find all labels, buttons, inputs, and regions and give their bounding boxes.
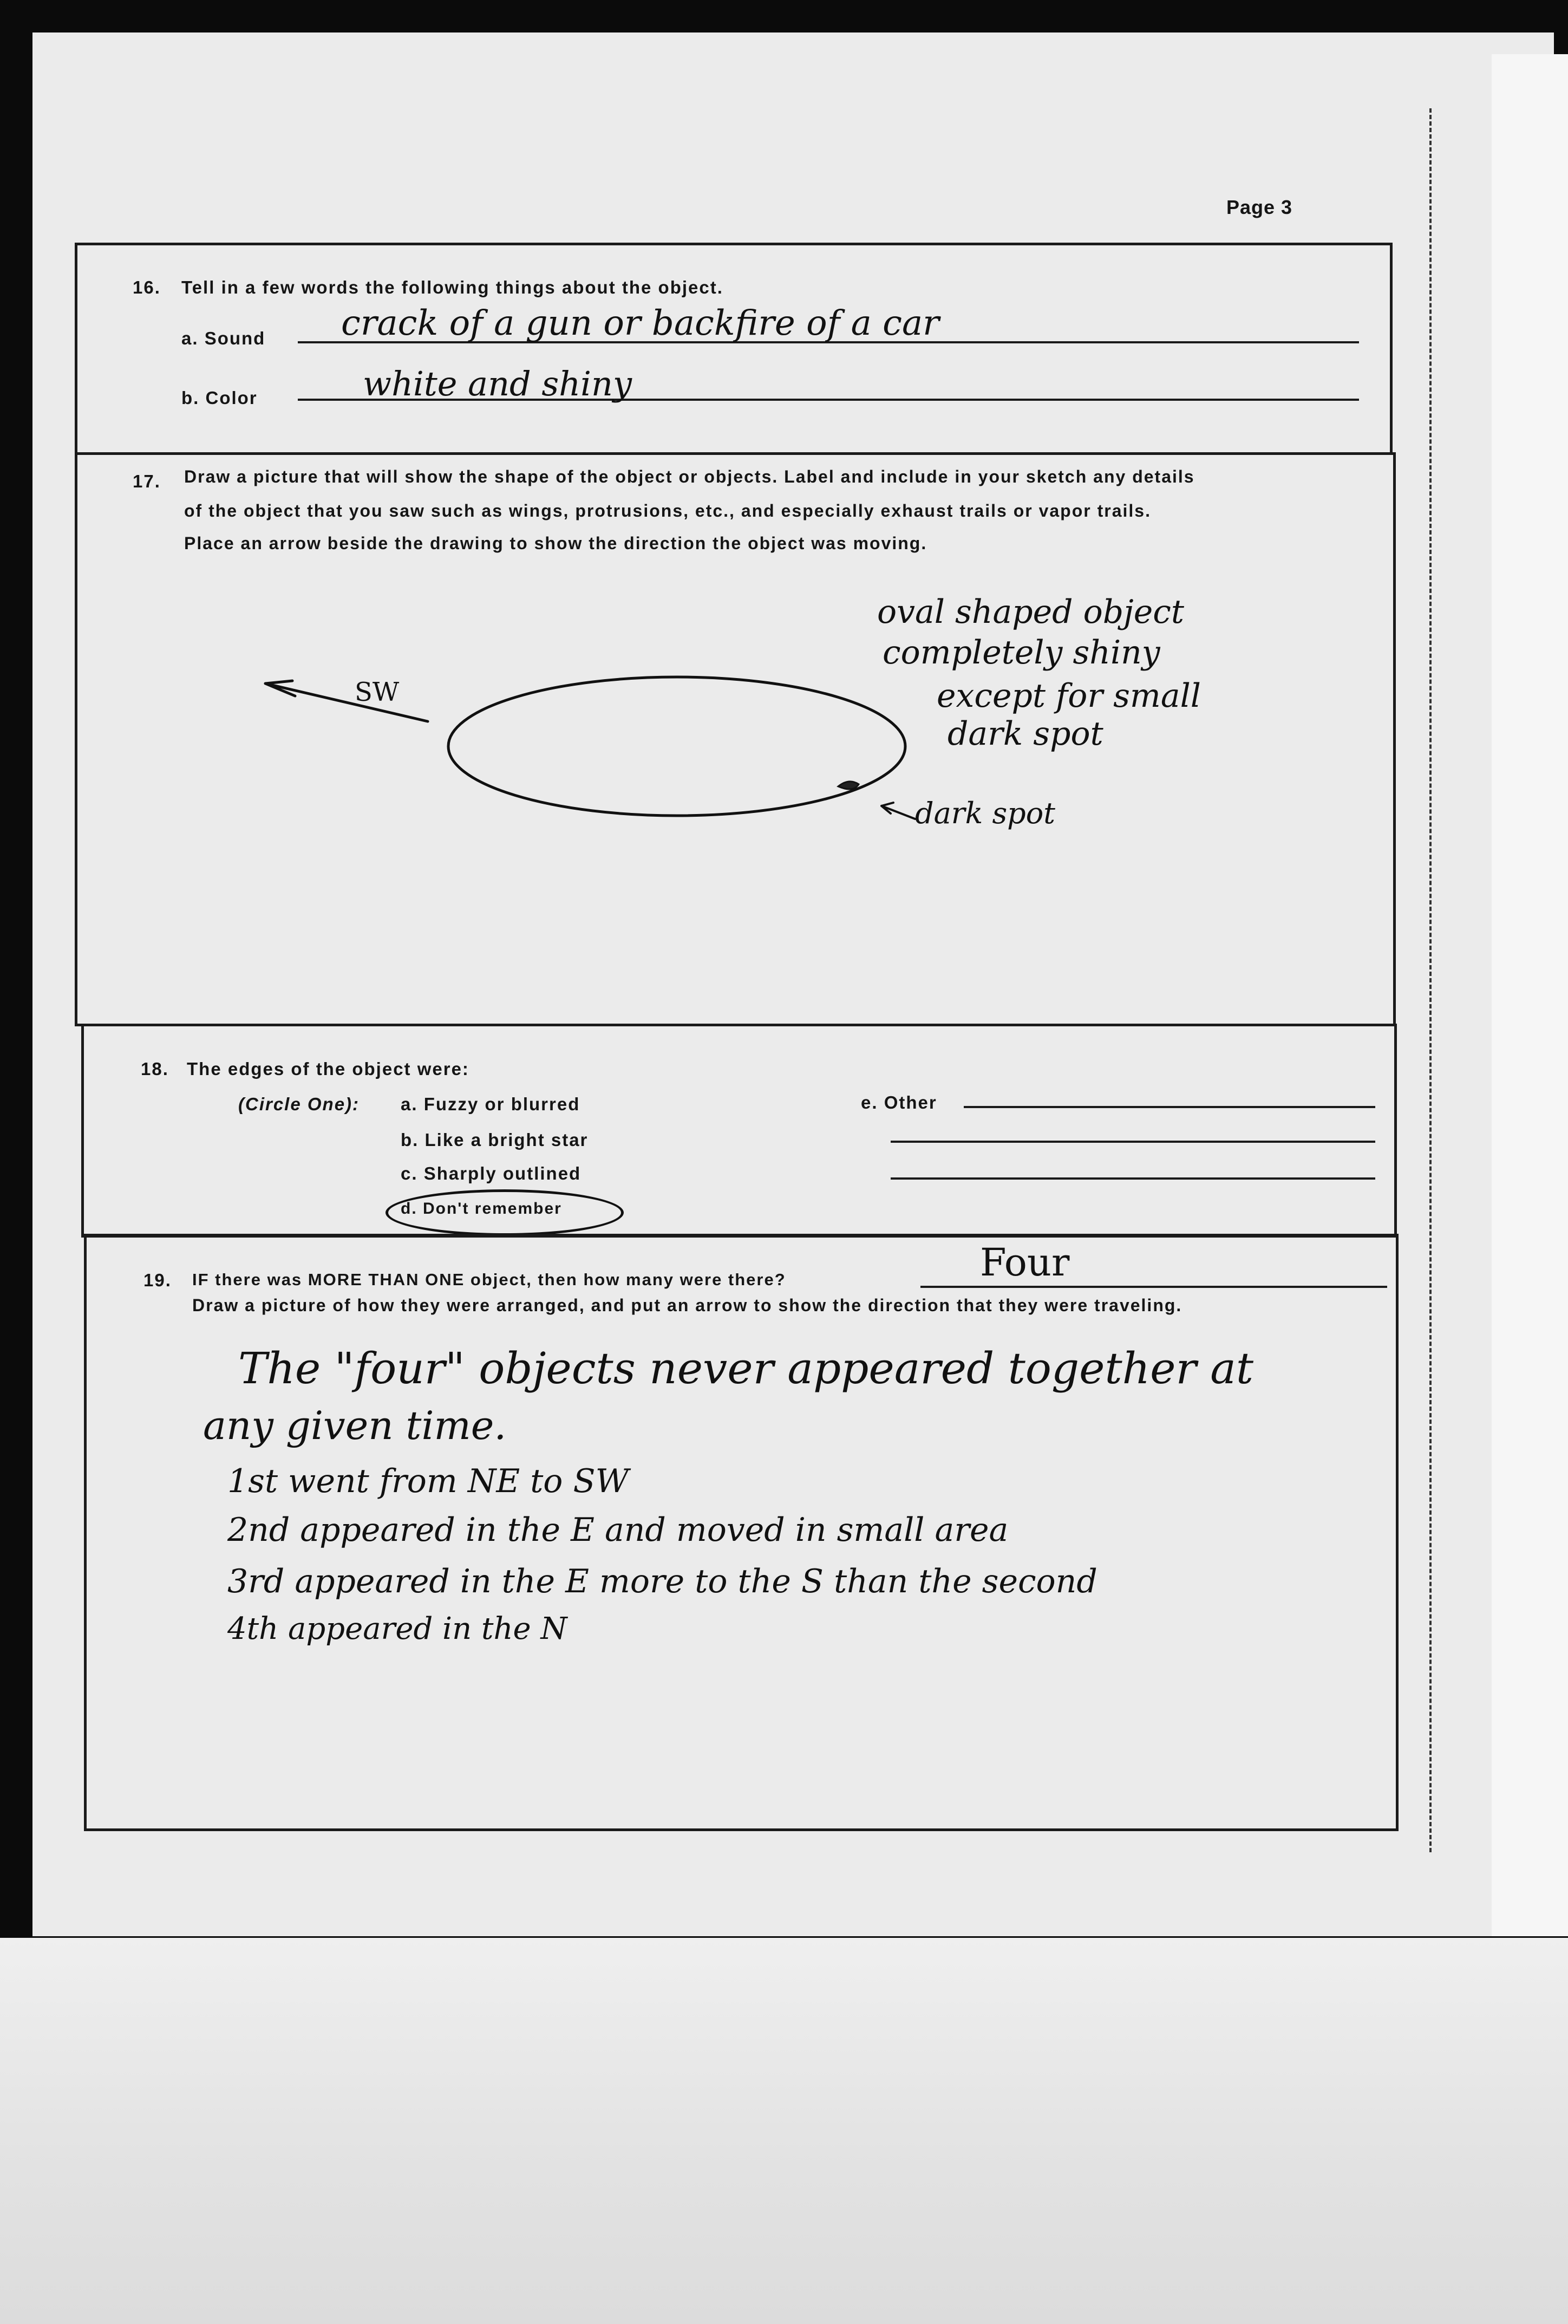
q18-option-a: a. Fuzzy or blurred	[401, 1094, 580, 1114]
q17-prompt-line2: of the object that you saw such as wings, protrusions, etc., and especially exhaust trails or vapor trails.	[184, 501, 1151, 520]
sketch-note-line4: dark spot	[948, 715, 1103, 753]
q18-other-line3	[891, 1177, 1375, 1180]
section-18-box	[81, 1024, 1397, 1238]
page-number: Page 3	[1226, 196, 1293, 218]
spot-pointer-arrow	[881, 803, 915, 819]
q19-number: 19.	[143, 1270, 172, 1290]
q19-answer-line2: any given time.	[203, 1403, 507, 1448]
q19-count-line	[920, 1286, 1387, 1288]
q17-prompt-line3: Place an arrow beside the drawing to show the direction the object was moving.	[184, 533, 927, 553]
q16-color-label: b. Color	[181, 388, 258, 408]
q18-number: 18.	[141, 1059, 169, 1079]
q19-answer-line5: 3rd appeared in the E more to the S than the second	[227, 1563, 1097, 1600]
q18-option-b: b. Like a bright star	[401, 1130, 589, 1150]
q19-prompt: IF there was MORE THAN ONE object, then how many were there?	[192, 1270, 786, 1289]
q18-option-d: d. Don't remember	[401, 1200, 562, 1218]
q19-prompt-line2: Draw a picture of how they were arranged, and put an arrow to show the direction that they were traveling.	[192, 1296, 1182, 1315]
q18-prompt: The edges of the object were:	[187, 1059, 469, 1079]
q16-number: 16.	[133, 277, 161, 297]
oval-object-outline	[448, 677, 905, 816]
q16-sound-answer: crack of a gun or backfire of a car	[341, 303, 939, 343]
q18-other-line1	[964, 1106, 1375, 1108]
dark-spot-mark	[838, 782, 859, 789]
sketch-spot-label: dark spot	[915, 796, 1055, 830]
sketch-direction-label: SW	[355, 677, 400, 707]
q16-color-answer: white and shiny	[363, 364, 632, 403]
q19-answer-line1: The "four" objects never appeared together at	[238, 1343, 1254, 1394]
direction-arrow	[265, 681, 428, 721]
q19-answer-line4: 2nd appeared in the E and moved in small area	[227, 1511, 1009, 1549]
q17-number: 17.	[133, 471, 161, 491]
q18-other-line2	[891, 1141, 1375, 1143]
sketch-note-line2: completely shiny	[883, 634, 1160, 672]
q16-sound-label: a. Sound	[181, 328, 266, 348]
q19-answer-line6: 4th appeared in the N	[227, 1611, 567, 1646]
sketch-note-line3: except for small	[937, 677, 1201, 715]
q16-prompt: Tell in a few words the following things about the object.	[181, 277, 723, 297]
q18-other-label: e. Other	[861, 1092, 937, 1112]
q18-circled-answer	[386, 1189, 624, 1236]
q17-prompt-line1: Draw a picture that will show the shape of the object or objects. Label and include in your sketch any details	[184, 467, 1195, 486]
q19-answer-line3: 1st went from NE to SW	[227, 1462, 629, 1500]
sketch-note-line1: oval shaped object	[877, 593, 1185, 631]
q18-option-c: c. Sharply outlined	[401, 1163, 582, 1183]
q19-count-answer: Four	[980, 1240, 1070, 1285]
q18-instruction: (Circle One):	[238, 1094, 360, 1114]
